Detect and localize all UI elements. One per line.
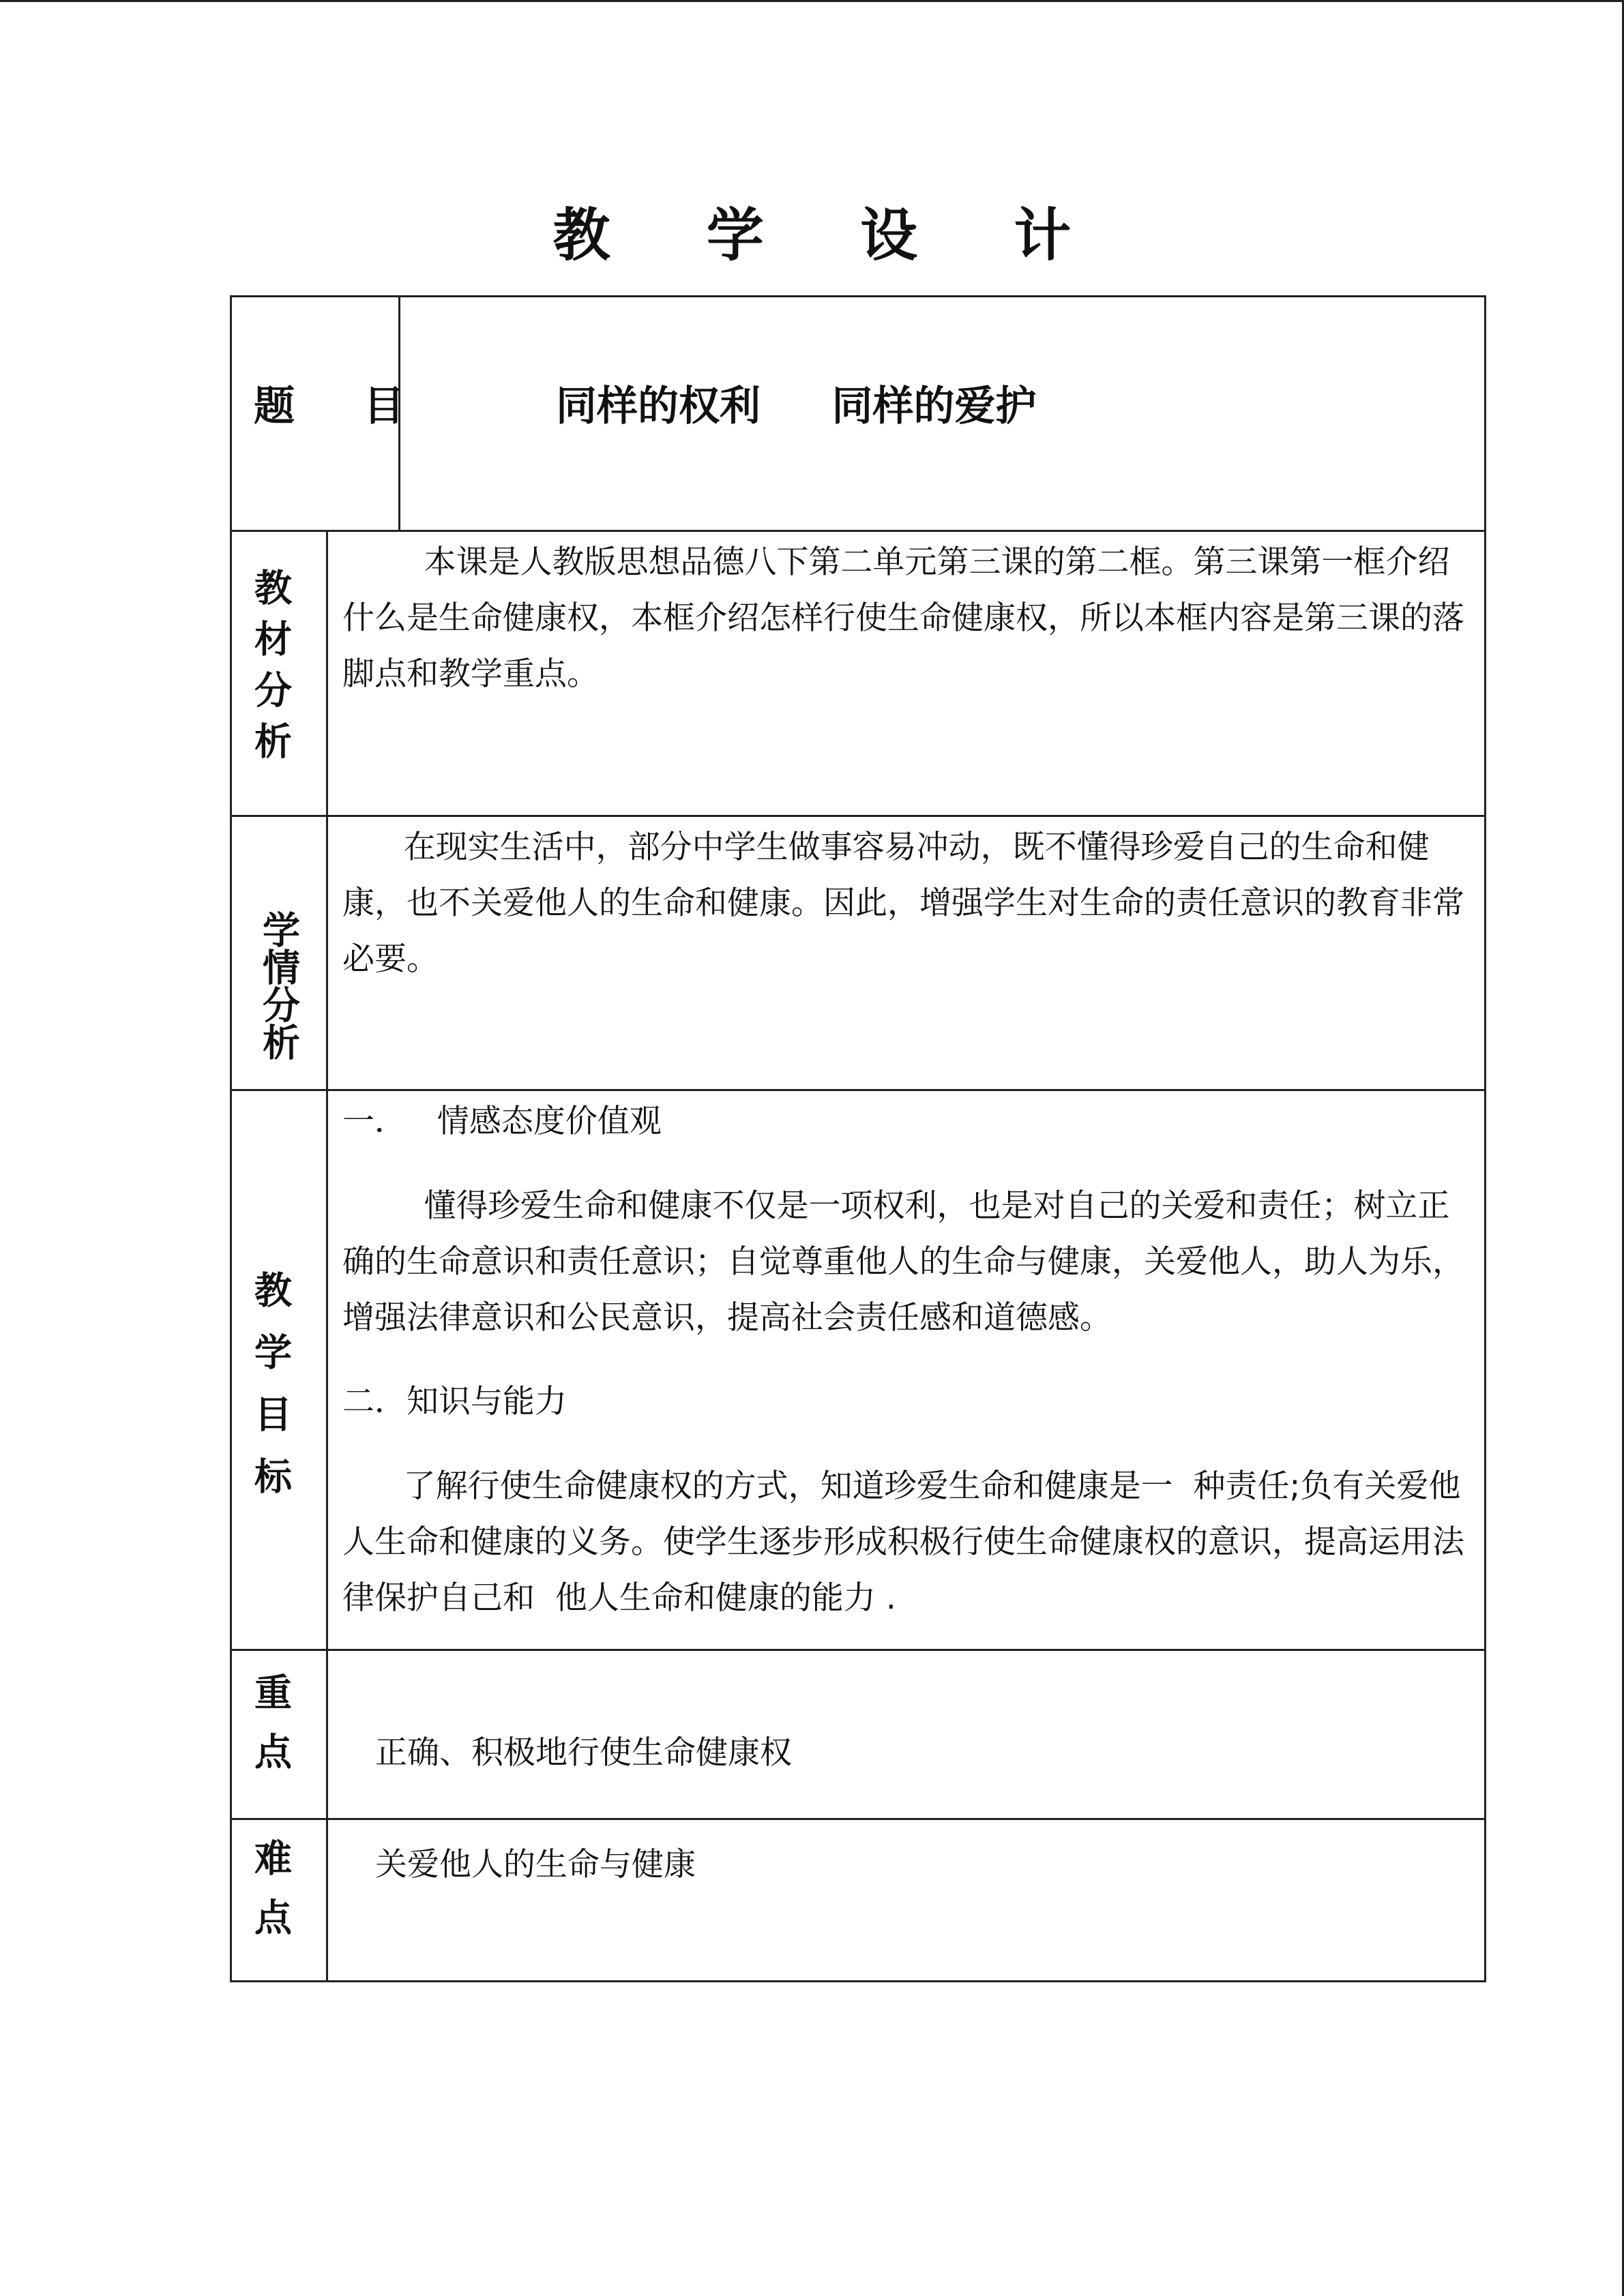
difficult-point-label: 难点 [248,1838,292,1957]
material-analysis-text: 本课是人教版思想品德八下第二单元第三课的第二框。第三课第一框介绍什么是生命健康权，本框介绍怎样行使生命健康权，所以本框内容是第三课的落脚点和教学重点。 [342,543,1464,693]
row-divider-3 [230,1089,1486,1091]
difficult-point-text: 关爱他人的生命与健康 [375,1846,696,1883]
key-point-text: 正确、积极地行使生命健康权 [375,1734,792,1772]
topic-label: 题 目 [254,383,432,430]
topic-value: 同样的权利 同样的爱护 [556,383,1037,430]
goal-section2-heading: 二．知识与能力 [342,1383,567,1420]
goal-section1-heading: 一． 情感态度价值观 [342,1103,662,1140]
key-point-label: 重点 [248,1673,292,1791]
table-border-top [230,295,1486,297]
table-label-divider [326,530,328,1982]
row-divider-2 [230,815,1486,817]
table-border-left [230,295,232,1982]
table-border-right [1484,295,1486,1982]
material-analysis-label: 教材分析 [248,568,292,773]
goal-section2-text: 了解行使生命健康权的方式，知道珍爱生命和健康是一 种责任;负有关爱他人生命和健康的义务。使学生逐步形成积极行使生命健康权的意识，提高运用法律保护自己和 他人生命和健康的能力 . [342,1467,1464,1617]
row-divider-4 [230,1649,1486,1651]
page-border-top [0,0,1624,2]
row-divider-1 [230,530,1486,532]
student-analysis-text: 在现实生活中，部分中学生做事容易冲动，既不懂得珍爱自己的生命和健康，也不关爱他人的生命和健康。因此，增强学生对生命的责任意识的教育非常必要。 [342,829,1464,978]
teaching-goals-label: 教学目标 [248,1270,292,1519]
row-divider-5 [230,1818,1486,1820]
document-title: 教 学 设 计 [552,202,1110,269]
student-analysis-label: 学情分析 [256,910,300,1060]
table-border-bottom [230,1980,1486,1982]
goal-section1-text: 懂得珍爱生命和健康不仅是一项权利，也是对自己的关爱和责任；树立正确的生命意识和责任意识；自觉尊重他人的生命与健康，关爱他人，助人为乐，增强法律意识和公民意识，提高社会责任感和道德感。 [342,1187,1464,1337]
